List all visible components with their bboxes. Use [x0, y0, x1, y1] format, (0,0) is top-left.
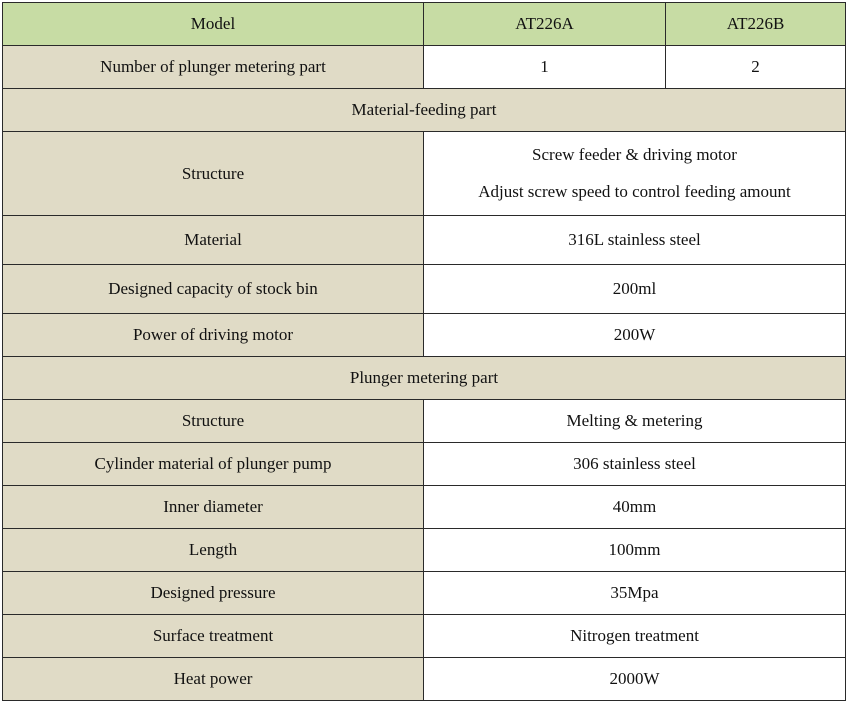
section-title-plunger-metering: Plunger metering part	[3, 357, 846, 400]
row-label-stock-bin-capacity: Designed capacity of stock bin	[3, 265, 424, 314]
table-row	[3, 615, 846, 658]
table-row	[3, 132, 846, 216]
table-row	[3, 529, 846, 572]
plunger-count-a: 1	[424, 46, 666, 89]
plunger-count-label: Number of plunger metering part	[3, 46, 424, 89]
row-label-inner-diameter: Inner diameter	[3, 486, 424, 529]
table-row	[3, 265, 846, 314]
table-row	[3, 443, 846, 486]
header-row	[3, 3, 846, 46]
row-label-surface-treatment: Surface treatment	[3, 615, 424, 658]
section-header-row	[3, 357, 846, 400]
table-row	[3, 216, 846, 265]
table-row	[3, 400, 846, 443]
spec-table	[2, 2, 846, 701]
row-value-inner-diameter: 40mm	[424, 486, 846, 529]
row-value-designed-pressure: 35Mpa	[424, 572, 846, 615]
row-value-heat-power: 2000W	[424, 658, 846, 701]
structure-line-1: Screw feeder & driving motor	[532, 145, 737, 164]
table-row	[3, 314, 846, 357]
header-model-label: Model	[3, 3, 424, 46]
plunger-count-row	[3, 46, 846, 89]
table-row	[3, 572, 846, 615]
row-value-stock-bin-capacity: 200ml	[424, 265, 846, 314]
row-value-plunger-structure: Melting & metering	[424, 400, 846, 443]
row-label-material: Material	[3, 216, 424, 265]
header-model-a: AT226A	[424, 3, 666, 46]
row-label-plunger-structure: Structure	[3, 400, 424, 443]
table-row	[3, 658, 846, 701]
row-label-heat-power: Heat power	[3, 658, 424, 701]
row-value-surface-treatment: Nitrogen treatment	[424, 615, 846, 658]
row-value-motor-power: 200W	[424, 314, 846, 357]
row-label-length: Length	[3, 529, 424, 572]
section-title-material-feeding: Material-feeding part	[3, 89, 846, 132]
table-row	[3, 486, 846, 529]
row-label-structure: Structure	[3, 132, 424, 216]
row-value-cylinder-material: 306 stainless steel	[424, 443, 846, 486]
row-label-designed-pressure: Designed pressure	[3, 572, 424, 615]
row-value-material: 316L stainless steel	[424, 216, 846, 265]
row-label-cylinder-material: Cylinder material of plunger pump	[3, 443, 424, 486]
header-model-b: AT226B	[666, 3, 846, 46]
plunger-count-b: 2	[666, 46, 846, 89]
section-header-row	[3, 89, 846, 132]
row-value-length: 100mm	[424, 529, 846, 572]
structure-line-2: Adjust screw speed to control feeding amount	[478, 182, 791, 201]
row-value-structure	[424, 132, 846, 216]
row-label-motor-power: Power of driving motor	[3, 314, 424, 357]
